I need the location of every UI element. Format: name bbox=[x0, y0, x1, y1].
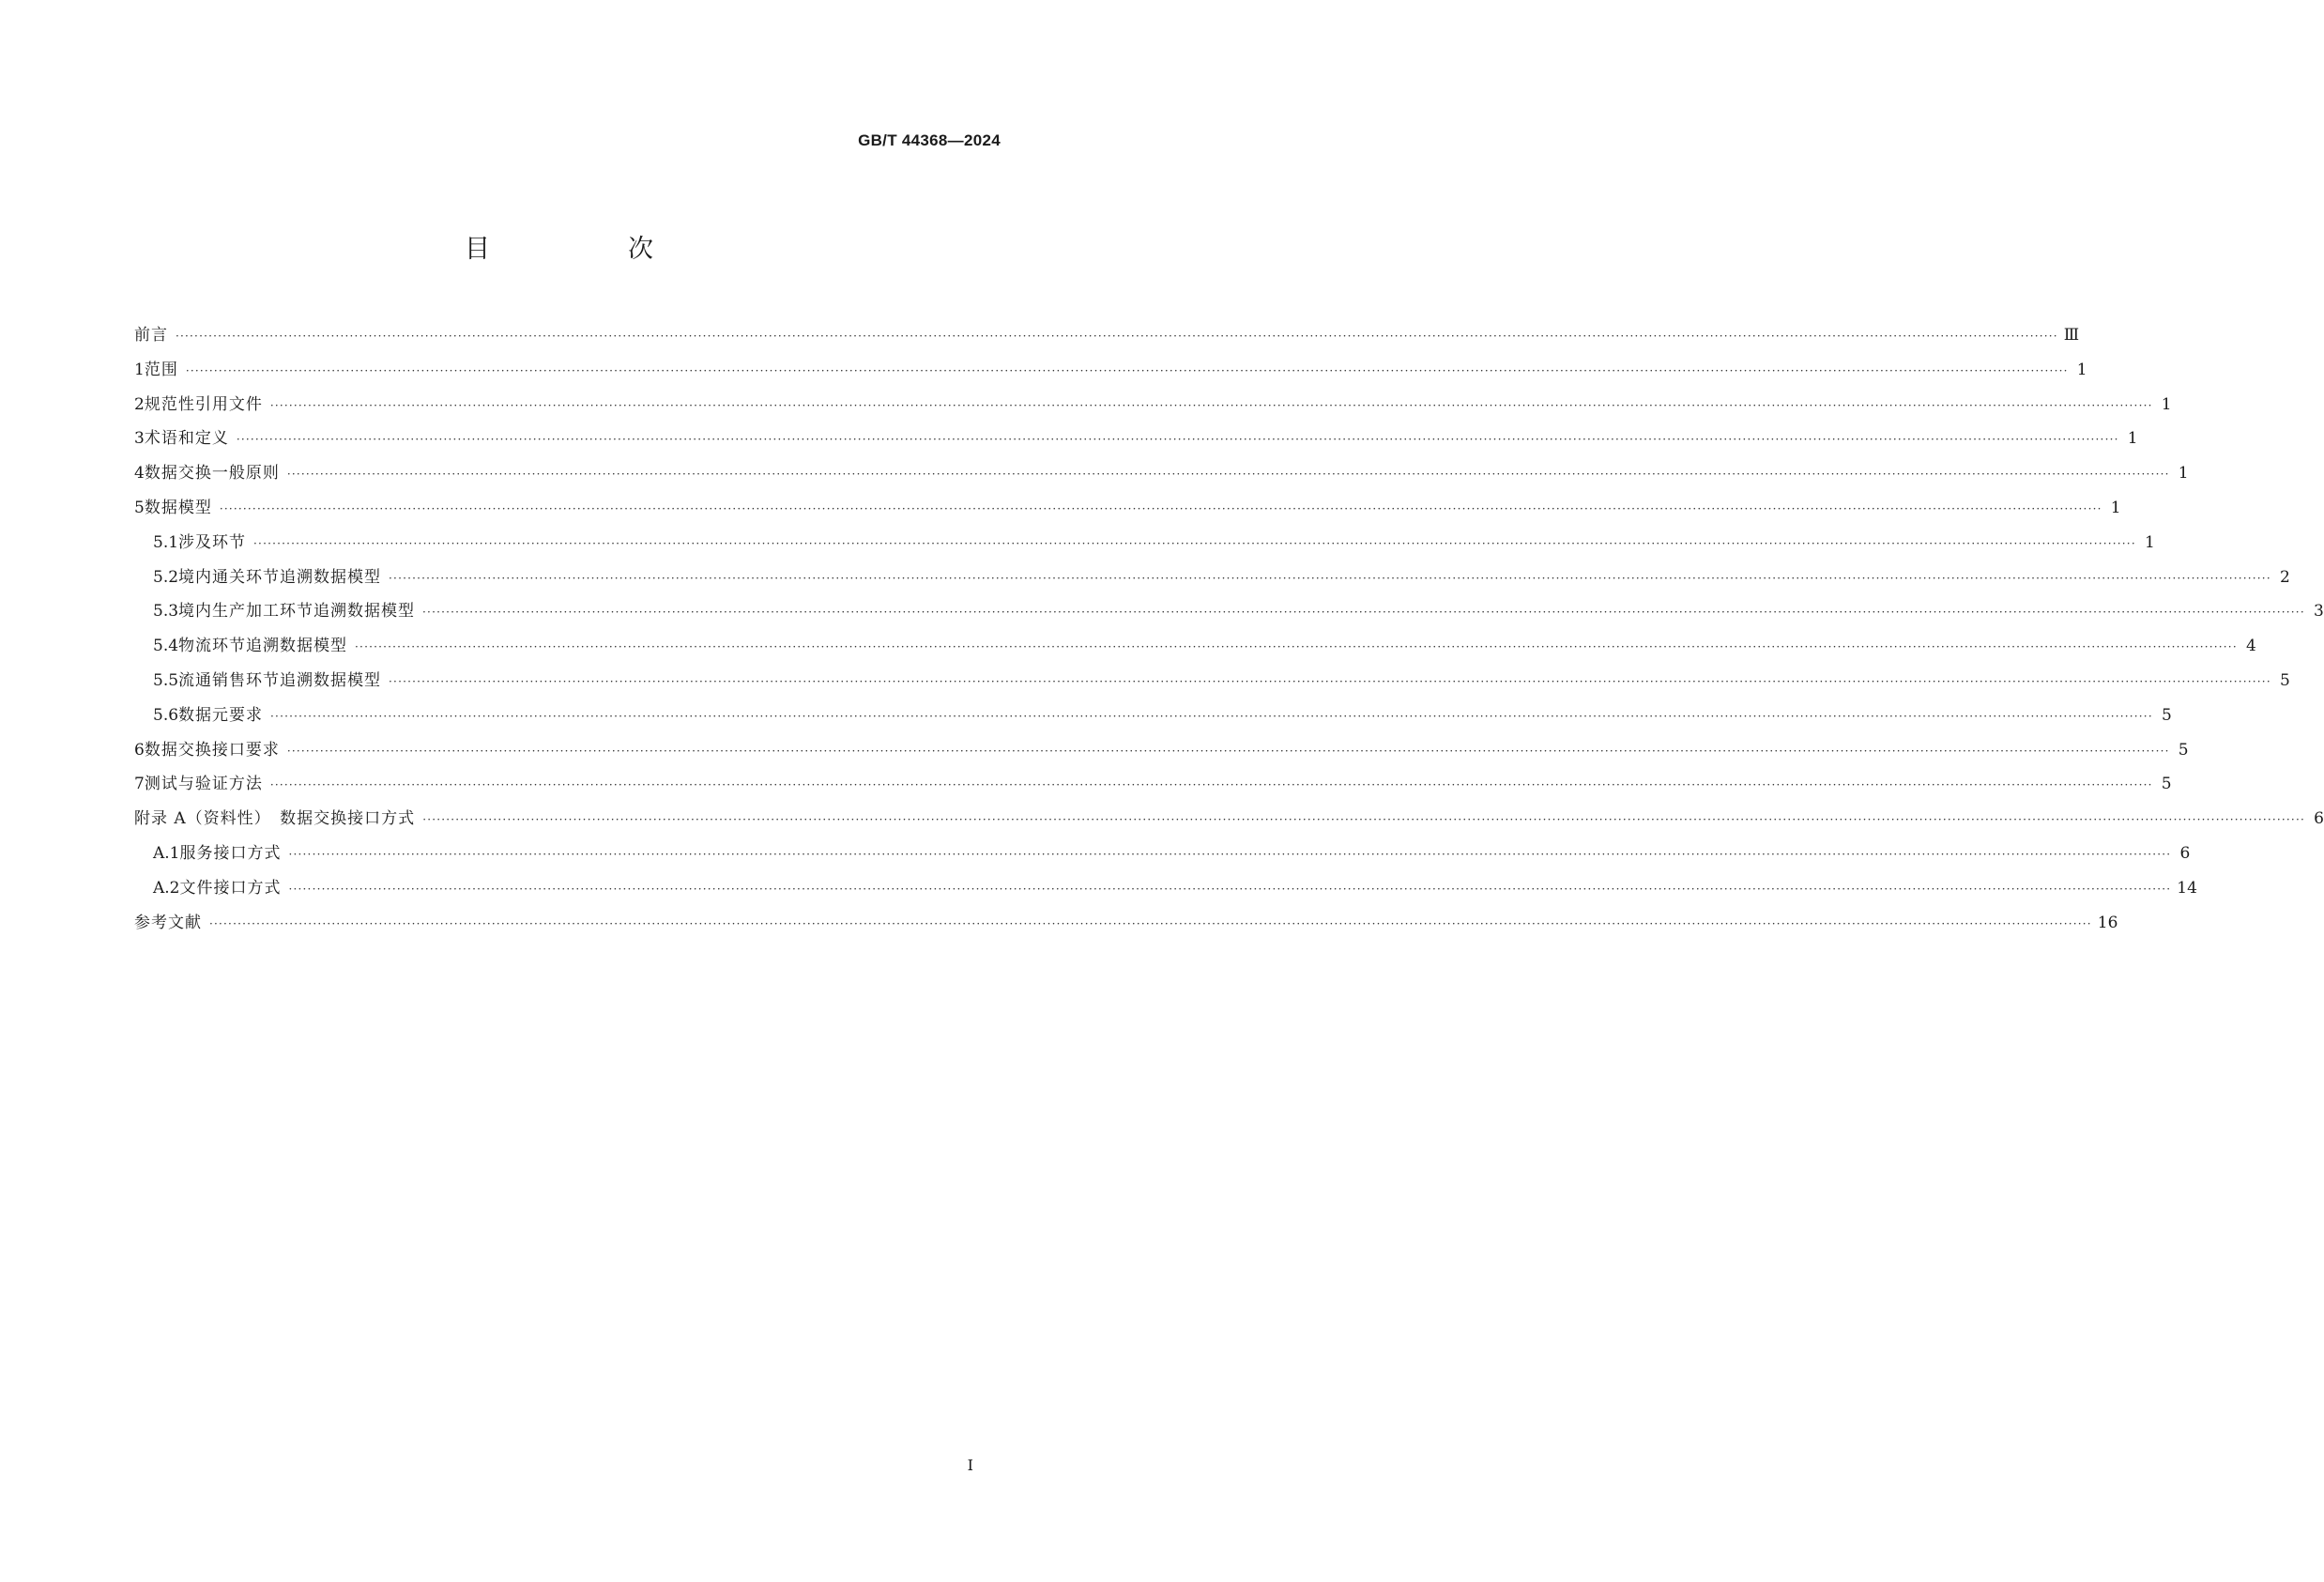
toc-entry-label: 涉及环节 bbox=[178, 532, 247, 552]
toc-entry-5-3[interactable] bbox=[134, 597, 2324, 632]
toc-entry-label: 术语和定义 bbox=[144, 429, 229, 449]
toc-leader-dots: ················································································································································································································································································································································································································ bbox=[288, 882, 2172, 896]
toc-entry-page: 1 bbox=[2110, 498, 2121, 517]
toc-entry-normative-references[interactable] bbox=[134, 391, 2172, 425]
toc-entry-page: 1 bbox=[2161, 394, 2172, 414]
toc-entry-number: 4 bbox=[134, 464, 145, 484]
toc-entry-page: 2 bbox=[2280, 567, 2290, 587]
toc-leader-dots: ················································································································································································································································································································································································································ bbox=[422, 813, 2305, 827]
toc-leader-dots: ················································································································································································································································································································································································································ bbox=[270, 709, 2153, 723]
toc-entry-number: A.2 bbox=[153, 878, 180, 898]
toc-entry-bibliography[interactable] bbox=[134, 909, 2118, 944]
toc-entry-page: 14 bbox=[2177, 878, 2197, 898]
toc-entry-label: 数据交换一般原则 bbox=[144, 464, 280, 484]
toc-leader-dots: ················································································································································································································································································································································································································ bbox=[269, 778, 2153, 792]
toc-entry-a-2[interactable] bbox=[134, 874, 2197, 909]
toc-entry-label: 参考文献 bbox=[134, 913, 202, 932]
toc-entry-number: 5.6 bbox=[153, 705, 179, 725]
toc-entry-data-model[interactable] bbox=[134, 494, 2121, 529]
toc-leader-dots: ················································································································································································································································································································································································································ bbox=[286, 744, 2170, 758]
toc-entry-page: 6 bbox=[2314, 809, 2324, 829]
toc-entry-label: 境内通关环节追溯数据模型 bbox=[178, 567, 382, 587]
toc-leader-dots: ················································································································································································································································································································································································································ bbox=[219, 501, 2102, 515]
toc-entry-page: 5 bbox=[2280, 670, 2290, 690]
toc-entry-number: 5.2 bbox=[153, 567, 179, 587]
toc-entry-label: 附录 A（资料性） 数据交换接口方式 bbox=[134, 809, 416, 829]
toc-entry-page: 16 bbox=[2097, 913, 2118, 932]
toc-entry-number: 2 bbox=[134, 394, 145, 414]
toc-entry-label: 数据交换接口要求 bbox=[144, 740, 280, 760]
toc-entry-page: 6 bbox=[2179, 843, 2191, 863]
toc-entry-number: 7 bbox=[134, 775, 145, 794]
toc-entry-page: 5 bbox=[2162, 705, 2172, 725]
toc-entry-label: 测试与验证方法 bbox=[144, 775, 263, 794]
page-title: 目 次 bbox=[465, 235, 710, 264]
toc-entry-number: 3 bbox=[134, 429, 145, 449]
page-number: I bbox=[967, 1456, 973, 1474]
toc-leader-dots: ················································································································································································································································································································································································································ bbox=[389, 571, 2271, 585]
toc-entry-label: 文件接口方式 bbox=[179, 878, 282, 898]
toc-entry-page: 5 bbox=[2161, 775, 2172, 794]
toc-entry-number: 5 bbox=[134, 498, 145, 517]
toc-entry-label: 流通销售环节追溯数据模型 bbox=[178, 670, 382, 690]
toc-leader-dots: ················································································································································································································································································································································································································ bbox=[176, 330, 2058, 343]
toc-leader-dots: ················································································································································································································································································································································································································ bbox=[253, 536, 2136, 550]
toc-entry-test-methods[interactable] bbox=[134, 770, 2172, 805]
toc-entry-page: Ⅲ bbox=[2063, 326, 2080, 345]
toc-entry-5-5[interactable] bbox=[134, 667, 2290, 701]
toc-entry-number: 5.3 bbox=[153, 602, 179, 622]
toc-entry-number: 6 bbox=[134, 740, 145, 760]
toc-entry-annex-a[interactable] bbox=[134, 805, 2324, 839]
toc-entry-number: 5.5 bbox=[153, 670, 179, 690]
toc-leader-dots: ················································································································································································································································································································································································································ bbox=[236, 433, 2119, 447]
toc-entry-page: 3 bbox=[2314, 602, 2324, 622]
toc-entry-label: 物流环节追溯数据模型 bbox=[178, 637, 348, 656]
toc-leader-dots: ················································································································································································································································································································································································································ bbox=[389, 674, 2271, 688]
toc-entry-page: 1 bbox=[2145, 532, 2155, 552]
table-of-contents bbox=[134, 321, 2324, 943]
toc-entry-label: 数据元要求 bbox=[178, 705, 264, 725]
toc-leader-dots: ················································································································································································································································································································································································································ bbox=[269, 398, 2153, 412]
standard-number: GB/T 44368—2024 bbox=[858, 131, 1001, 149]
toc-entry-number: 1 bbox=[134, 360, 145, 379]
toc-leader-dots: ················································································································································································································································································································································································································ bbox=[288, 847, 2172, 861]
toc-leader-dots: ················································································································································································································································································································································································································ bbox=[355, 640, 2238, 654]
toc-entry-label: 前言 bbox=[134, 326, 168, 345]
toc-entry-foreword[interactable] bbox=[134, 321, 2080, 356]
toc-entry-label: 规范性引用文件 bbox=[144, 394, 263, 414]
toc-leader-dots: ················································································································································································································································································································································································································ bbox=[185, 363, 2069, 377]
toc-entry-a-1[interactable] bbox=[134, 839, 2191, 874]
toc-entry-label: 服务接口方式 bbox=[179, 843, 282, 863]
toc-entry-page: 5 bbox=[2178, 740, 2189, 760]
toc-entry-page: 1 bbox=[2127, 429, 2138, 449]
toc-leader-dots: ················································································································································································································································································································································································································ bbox=[209, 916, 2092, 930]
toc-entry-label: 境内生产加工环节追溯数据模型 bbox=[178, 602, 416, 622]
toc-entry-number: 5.1 bbox=[153, 532, 179, 552]
toc-entry-page: 4 bbox=[2246, 637, 2256, 656]
toc-entry-5-2[interactable] bbox=[134, 563, 2290, 598]
toc-entry-terms[interactable] bbox=[134, 424, 2138, 459]
toc-leader-dots: ················································································································································································································································································································································································································ bbox=[422, 606, 2305, 620]
toc-entry-page: 1 bbox=[2178, 464, 2189, 484]
toc-entry-5-4[interactable] bbox=[134, 632, 2256, 667]
toc-entry-label: 数据模型 bbox=[144, 498, 212, 517]
toc-entry-label: 范围 bbox=[144, 360, 178, 379]
toc-entry-5-1[interactable] bbox=[134, 529, 2155, 563]
toc-entry-page: 1 bbox=[2076, 360, 2087, 379]
toc-entry-number: 5.4 bbox=[153, 637, 179, 656]
toc-entry-general-principles[interactable] bbox=[134, 459, 2189, 494]
toc-entry-number: A.1 bbox=[153, 843, 180, 863]
toc-leader-dots: ················································································································································································································································································································································································································ bbox=[286, 468, 2170, 482]
toc-entry-5-6[interactable] bbox=[134, 701, 2172, 736]
toc-entry-scope[interactable] bbox=[134, 356, 2087, 391]
toc-entry-interface-requirements[interactable] bbox=[134, 736, 2189, 771]
